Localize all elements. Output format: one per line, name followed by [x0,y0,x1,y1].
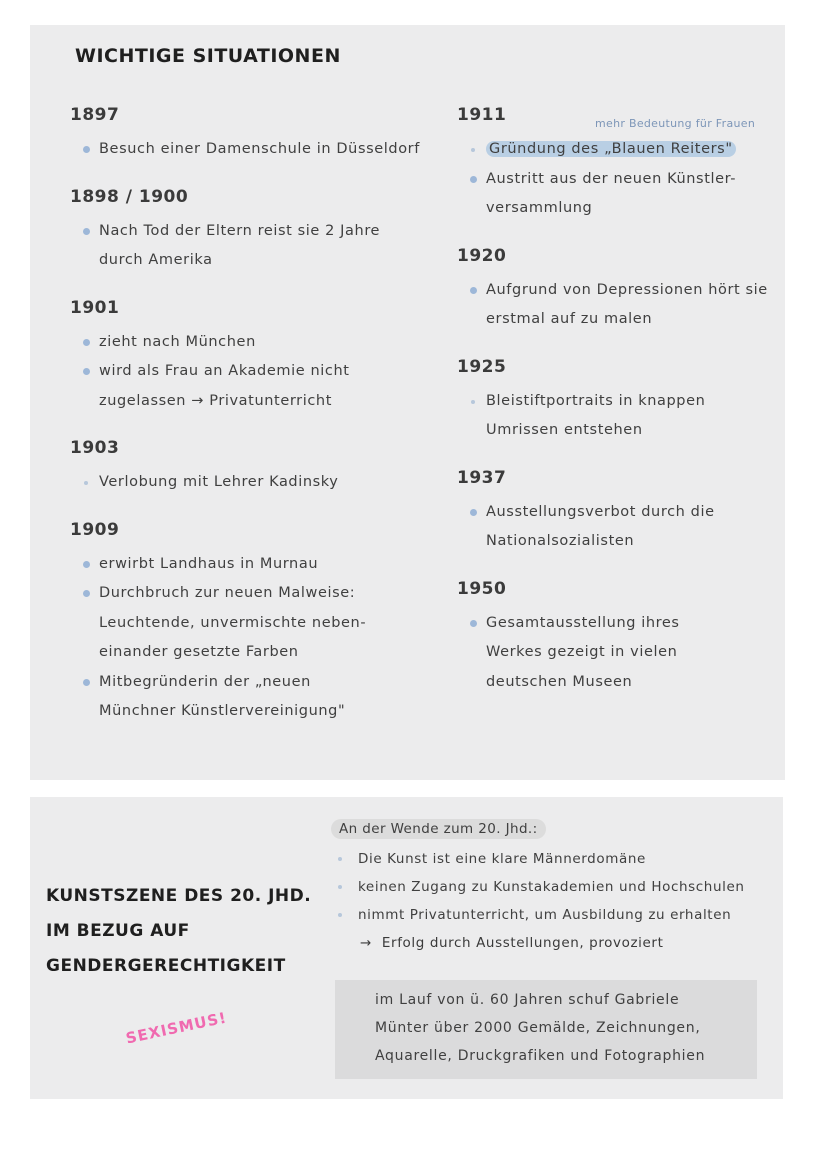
section-title: WICHTIGE SITUATIONEN [75,45,341,67]
entry-year: 1909 [70,519,120,540]
bullet-dot-icon [338,857,342,861]
entry-year: 1898 / 1900 [70,186,189,207]
bullet-dot-icon [470,509,477,516]
entry-year: 1937 [457,467,507,488]
arrow-right-icon: → [360,935,372,951]
bullet-dot-icon [470,287,477,294]
timeline-entry [457,105,777,224]
entry-year: 1911 [457,105,507,125]
fact-line: Aquarelle, Druckgrafiken und Fotographien [375,1048,706,1064]
entry-item: Mitbegründerin der „neuen Münchner Künstlervereinigung" [70,668,369,727]
bullet-dot-icon [83,228,90,235]
context-arrow-item: → Erfolg durch Ausstellungen, provoziert [331,929,776,957]
entry-item: Durchbruch zur neuen Malweise: Leuchtende, unvermischte neben-einander gesetzte Farben [70,579,389,668]
entry-item: Nach Tod der Eltern reist sie 2 Jahre durch Amerika [70,217,399,276]
timeline-entry [70,298,430,417]
timeline-panel [30,25,785,780]
timeline-entry [70,438,430,498]
side-note: mehr Bedeutung für Frauen [595,117,756,130]
title-line: IM BEZUG AUF [46,921,190,941]
entry-item: Aufgrund von Depressionen hört sie erstmal auf zu malen [457,276,776,335]
context-item: keinen Zugang zu Kunstakademien und Hochschulen [331,873,776,901]
bullet-dot-icon [83,679,90,686]
bullet-dot-icon [83,561,90,568]
bullet-dot-icon [83,146,90,153]
entry-year: 1920 [457,245,507,266]
bullet-dot-icon [338,885,342,889]
timeline-right-column [457,105,777,719]
timeline-entry [457,468,777,557]
bullet-dot-icon [338,913,342,917]
timeline-entry [457,246,777,335]
entry-item: wird als Frau an Akademie nicht zugelassen → Privatunterricht [70,357,374,416]
kunstszene-panel [30,797,783,1099]
entry-year: 1903 [70,438,120,458]
entry-item: zieht nach München [70,328,430,358]
entry-year: 1950 [457,578,507,599]
bullet-dot-icon [83,590,90,597]
entry-item: Bleistiftportraits in knappen Umrissen entstehen [457,387,756,446]
timeline-entry [457,357,777,446]
title-line: KUNSTSZENE DES 20. JHD. [46,886,312,906]
bullet-dot-icon [470,620,477,627]
entry-item: Besuch einer Damenschule in Düsseldorf [70,135,430,165]
entry-item: erwirbt Landhaus in Murnau [70,550,430,580]
context-label: An der Wende zum 20. Jhd.: [331,819,546,839]
bullet-dot-icon [83,339,90,346]
entry-item: Ausstellungsverbot durch die Nationalsozialisten [457,498,746,557]
sexismus-stamp: SEXISMUS! [124,1008,229,1048]
title-line: GENDERGERECHTIGKEIT [46,956,286,976]
highlighted-text: Gründung des „Blauen Reiters" [486,141,736,157]
kunstszene-title [46,879,336,984]
context-list [331,845,776,957]
timeline-left-column [70,105,430,749]
context-item: Die Kunst ist eine klare Männerdomäne [331,845,776,873]
bullet-dot-icon [83,368,90,375]
entry-item [457,135,777,165]
bullet-dot-icon [84,481,88,485]
entry-year: 1901 [70,297,120,318]
entry-item: Gesamtausstellung ihres Werkes gezeigt in vielen deutschen Museen [457,609,736,698]
entry-year: 1925 [457,356,507,377]
timeline-entry [70,187,430,276]
entry-year: 1897 [70,105,120,125]
timeline-entry [70,105,430,165]
timeline-entry [457,579,777,698]
entry-item: Verlobung mit Lehrer Kadinsky [70,468,430,498]
bullet-dot-icon [471,148,475,152]
fact-line: im Lauf von ü. 60 Jahren schuf Gabriele [375,992,680,1008]
entry-item: Austritt aus der neuen Künstler-versammlung [457,165,766,224]
bullet-dot-icon [470,176,477,183]
context-item: nimmt Privatunterricht, um Ausbildung zu erhalten [331,901,776,929]
bullet-dot-icon [471,400,475,404]
timeline-entry [70,520,430,727]
fact-box [335,980,757,1079]
fact-line: Münter über 2000 Gemälde, Zeichnungen, [375,1020,701,1036]
